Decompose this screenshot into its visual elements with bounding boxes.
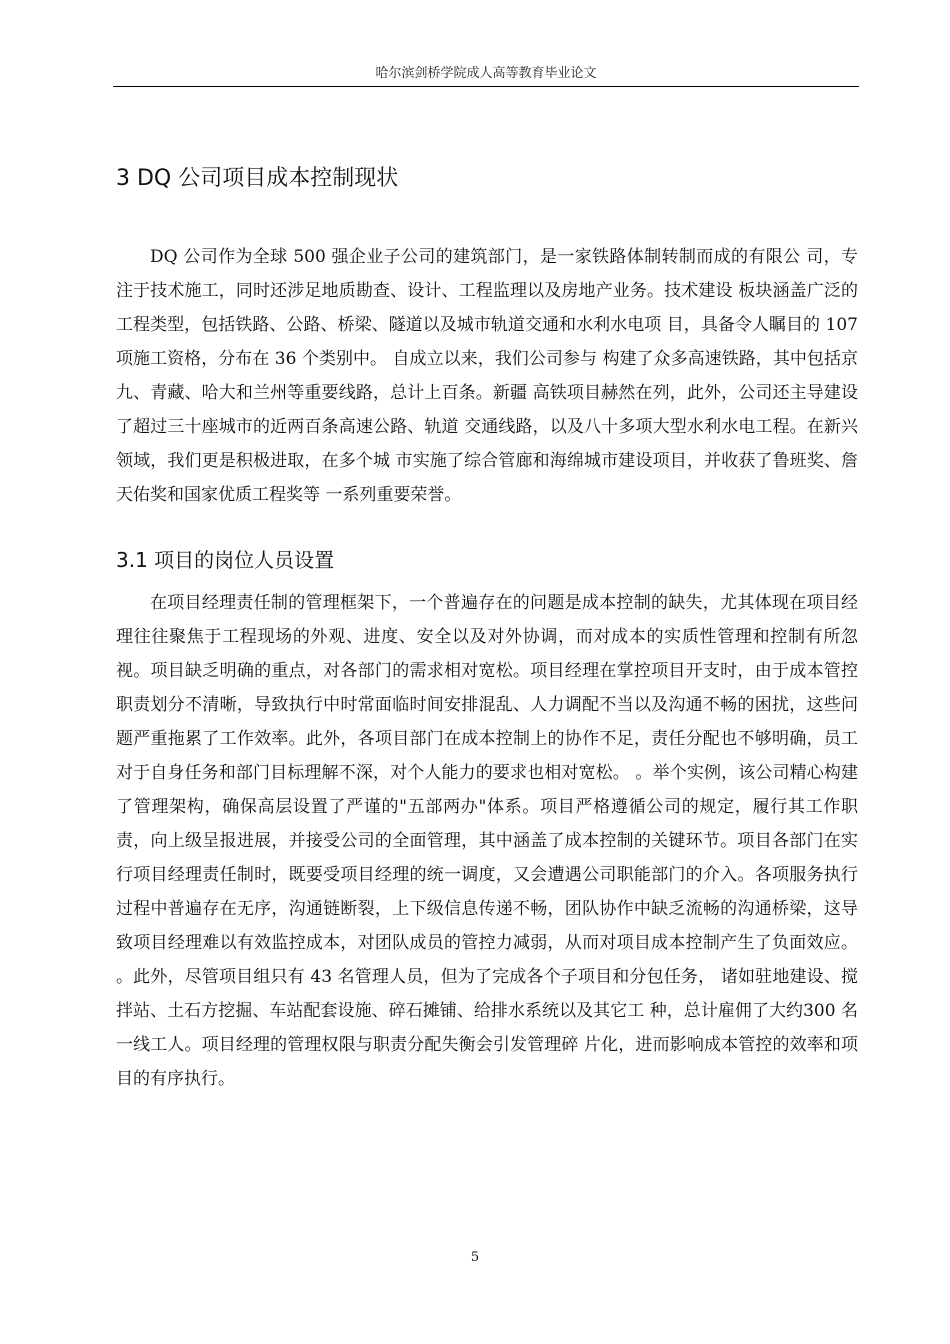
page-number: 5 bbox=[470, 1250, 480, 1265]
running-header: 哈尔滨剑桥学院成人高等教育毕业论文 bbox=[375, 66, 597, 81]
chapter-title: 3 DQ 公司项目成本控制现状 bbox=[116, 166, 399, 191]
section-title: 3.1 项目的岗位人员设置 bbox=[116, 548, 335, 572]
intro-paragraph: DQ 公司作为全球 500 强企业子公司的建筑部门，是一家铁路体制转制而成的有限公 司，专注于技术施工，同时还涉足地质勘查、设计、工程监理以及房地产业务。技术建设 板块涵盖广泛的工程类型，包括铁路、公路、桥梁、隧道以及城市轨道交通和水利水电项 目，具备令人瞩目的 107 项施工资格，分布在 36 个类别中。 自成立以来，我们公司参与 构建了众多高速铁路，其中包括京九、青藏、哈大和兰州等重要线路，总计上百条。新疆 高铁项目赫然在列，此外，公司还主导建设了超过三十座城市的近两百条高速公路、轨道 交通线路，以及八十多项大型水利水电工程。在新兴领域，我们更是积极进取，在多个城 市实施了综合管廊和海绵城市建设项目，并收获了鲁班奖、詹天佑奖和国家优质工程奖等 一系列重要荣誉。 bbox=[116, 247, 858, 505]
header-divider bbox=[113, 86, 859, 87]
section-paragraph: 在项目经理责任制的管理框架下，一个普遍存在的问题是成本控制的缺失，尤其体现在项目经理往往聚焦于工程现场的外观、进度、安全以及对外协调，而对成本的实质性管理和控制有所忽视。项目缺乏明确的重点，对各部门的需求相对宽松。项目经理在掌控项目开支时，由于成本管控职责划分不清晰，导致执行中时常面临时间安排混乱、人力调配不当以及沟通不畅的困扰，这些问题严重拖累了工作效率。此外，各项目部门在成本控制上的协作不足，责任分配也不够明确，员工对于自身任务和部门目标理解不深，对个人能力的要求也相对宽松。 。举个实例，该公司精心构建了管理架构，确保高层设置了严谨的"五部两办"体系。项目严格遵循公司的规定，履行其工作职责，向上级呈报进展，并接受公司的全面管理，其中涵盖了成本控制的关键环节。项目各部门在实行项目经理责任制时，既要受项目经理的统一调度，又会遭遇公司职能部门的介入。各项服务执行过程中普遍存在无序，沟通链断裂，上下级信息传递不畅，团队协作中缺乏流畅的沟通桥梁，这导致项目经理难以有效监控成本，对团队成员的管控力减弱，从而对项目成本控制产生了负面效应。 。此外，尽管项目组只有 43 名管理人员，但为了完成各个子项目和分包任务， 诸如驻地建设、搅拌站、土石方挖掘、车站配套设施、碎石摊铺、给排水系统以及其它工 种，总计雇佣了大约300 名一线工人。项目经理的管理权限与职责分配失衡会引发管理碎 片化，进而影响成本管控的效率和项目的有序执行。 bbox=[116, 593, 858, 1089]
